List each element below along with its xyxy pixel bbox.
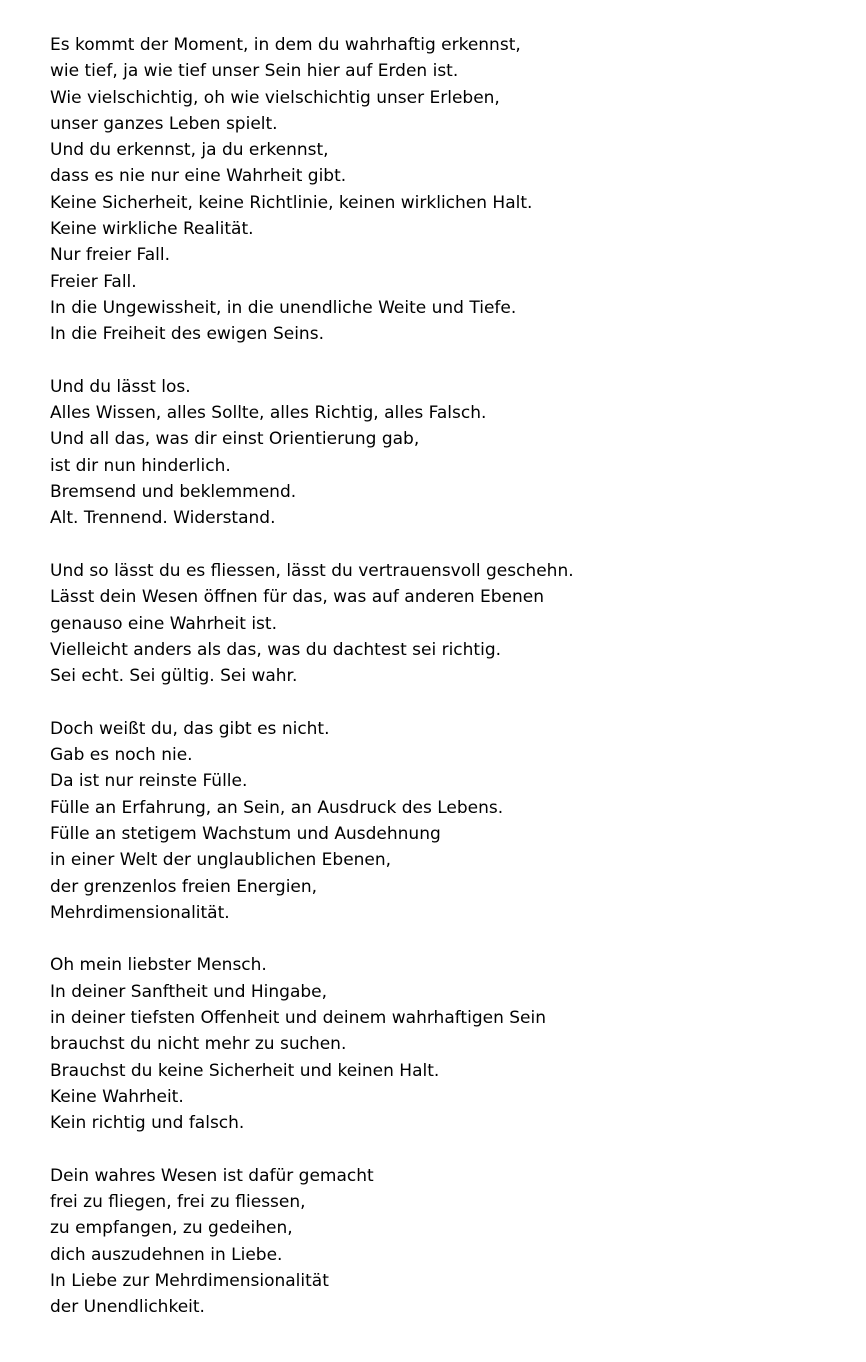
stanza-1: [50, 32, 840, 348]
poem-line: Und so lässt du es fliessen, lässt du vertrauensvoll geschehn.: [50, 560, 574, 581]
poem-line: der Unendlichkeit.: [50, 1297, 205, 1318]
poem-line: Bremsend und beklemmend.: [50, 482, 297, 503]
poem-line: In die Freiheit des ewigen Seins.: [50, 324, 324, 345]
poem-line: Da ist nur reinste Fülle.: [50, 771, 248, 792]
poem-line: Und all das, was dir einst Orientierung gab,: [50, 429, 420, 450]
poem-line: frei zu fliegen, frei zu fliessen,: [50, 1192, 306, 1213]
poem-line: Keine Wahrheit.: [50, 1086, 184, 1107]
poem-line: Freier Fall.: [50, 271, 137, 292]
poem-line: wie tief, ja wie tief unser Sein hier auf Erden ist.: [50, 61, 459, 82]
poem-line: Nur freier Fall.: [50, 245, 171, 266]
poem-line: ist dir nun hinderlich.: [50, 455, 231, 476]
stanza-6: [50, 1163, 840, 1321]
stanza-2: [50, 374, 840, 532]
poem-line: Und du lässt los.: [50, 376, 191, 397]
stanza-5: [50, 952, 840, 1136]
poem-line: in einer Welt der unglaublichen Ebenen,: [50, 850, 392, 871]
poem-line: in deiner tiefsten Offenheit und deinem wahrhaftigen Sein: [50, 1007, 546, 1028]
poem-line: unser ganzes Leben spielt.: [50, 113, 278, 134]
poem-line: Dein wahres Wesen ist dafür gemacht: [50, 1165, 374, 1186]
poem-line: Mehrdimensionalität.: [50, 902, 230, 923]
poem-line: Doch weißt du, das gibt es nicht.: [50, 718, 330, 739]
poem-line: In deiner Sanftheit und Hingabe,: [50, 981, 328, 1002]
poem-line: brauchst du nicht mehr zu suchen.: [50, 1034, 347, 1055]
poem-line: Brauchst du keine Sicherheit und keinen Halt.: [50, 1060, 440, 1081]
poem-line: Keine Sicherheit, keine Richtlinie, keinen wirklichen Halt.: [50, 192, 533, 213]
poem-line: genauso eine Wahrheit ist.: [50, 613, 277, 634]
poem-line: Fülle an stetigem Wachstum und Ausdehnung: [50, 823, 441, 844]
poem-line: Wie vielschichtig, oh wie vielschichtig unser Erleben,: [50, 87, 500, 108]
poem-line: Keine wirkliche Realität.: [50, 219, 254, 240]
poem-line: Sei echt. Sei gültig. Sei wahr.: [50, 666, 298, 687]
poem-line: Lässt dein Wesen öffnen für das, was auf anderen Ebenen: [50, 587, 544, 608]
poem-line: Kein richtig und falsch.: [50, 1113, 245, 1134]
poem-line: Alt. Trennend. Widerstand.: [50, 508, 276, 529]
stanza-4: [50, 716, 840, 926]
poem-line: Gab es noch nie.: [50, 745, 193, 766]
poem-line: Und du erkennst, ja du erkennst,: [50, 140, 329, 161]
poem-line: Es kommt der Moment, in dem du wahrhaftig erkennst,: [50, 35, 521, 55]
poem-line: In Liebe zur Mehrdimensionalität: [50, 1270, 329, 1291]
stanza-3: [50, 558, 840, 689]
poem-line: der grenzenlos freien Energien,: [50, 876, 318, 897]
poem-line: In die Ungewissheit, in die unendliche Weite und Tiefe.: [50, 297, 517, 318]
poem-line: zu empfangen, zu gedeihen,: [50, 1218, 293, 1239]
poem-document: [50, 32, 840, 1321]
poem-line: Vielleicht anders als das, was du dachtest sei richtig.: [50, 639, 502, 660]
poem-line: Alles Wissen, alles Sollte, alles Richtig, alles Falsch.: [50, 403, 487, 424]
poem-line: Oh mein liebster Mensch.: [50, 955, 267, 976]
poem-line: dich auszudehnen in Liebe.: [50, 1244, 283, 1265]
poem-line: Fülle an Erfahrung, an Sein, an Ausdruck des Lebens.: [50, 797, 504, 818]
poem-line: dass es nie nur eine Wahrheit gibt.: [50, 166, 347, 187]
